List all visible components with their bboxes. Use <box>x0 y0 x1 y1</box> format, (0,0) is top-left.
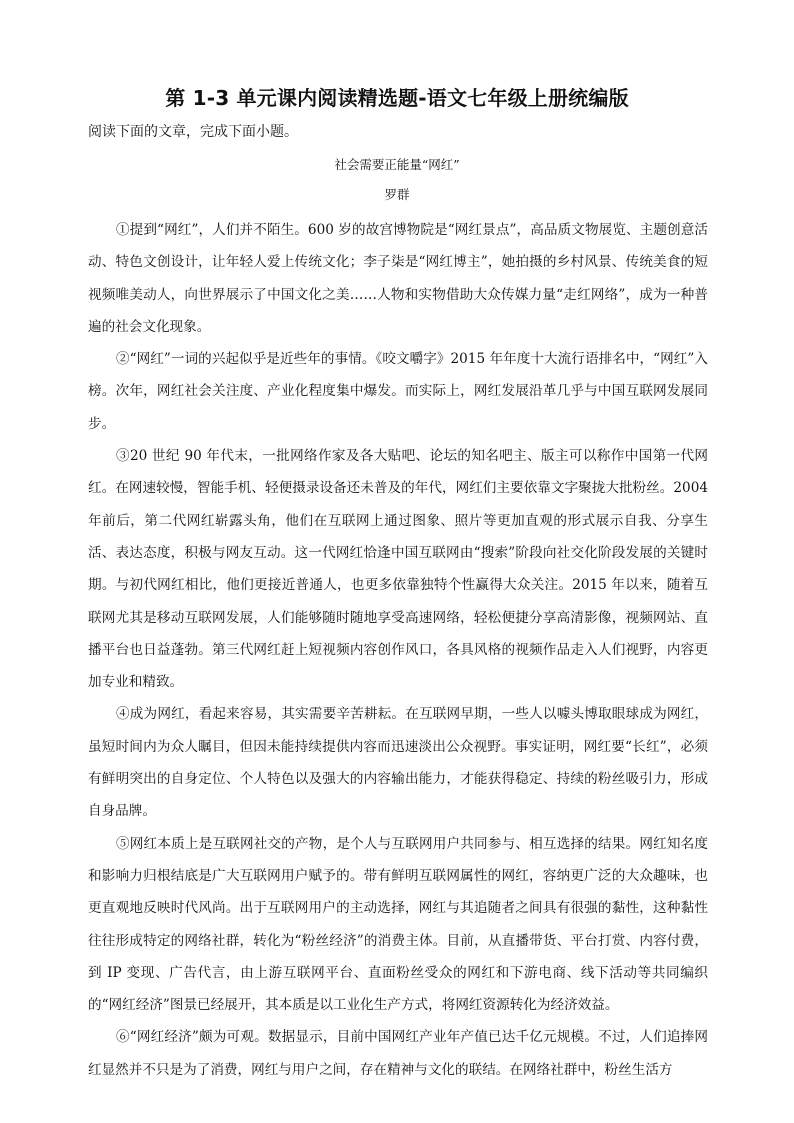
paragraph-2: ②“网红”一词的兴起似乎是近些年的事情。《咬文嚼字》2015 年年度十大流行语排名中，“网红”入榜。次年，网红社会关注度、产业化程度集中爆发。而实际上，网红发展沿革几乎与中国互联网发展同步。 <box>88 351 708 432</box>
paragraph-3: ③20 世纪 90 年代末，一批网络作家及各大贴吧、论坛的知名吧主、版主可以称作中国第一代网红。在网速较慢，智能手机、轻便摄录设备还未普及的年代，网红们主要依靠文字聚拢大批粉丝。2004 年前后，第二代网红崭露头角，他们在互联网上通过图象、照片等更加直观的形式展示自我、分享生活、表达态度，积极与网友互动。这一代网红恰逢中国互联网由“搜索”阶段向社交化阶段发展的关键时期。与初代网红相比，他们更接近普通人，也更多依靠独特个性赢得大众关注。2015 年以来，随着互联网尤其是移动互联网发展，人们能够随时随地享受高速网络，轻松便捷分享高清影像，视频网站、直播平台也日益蓬勃。第三代网红赶上短视频内容创作风口，各具风格的视频作品走入人们视野，内容更加专业和精致。 <box>88 448 708 691</box>
document-title: 第 1-3 单元课内阅读精选题-语文七年级上册统编版 <box>165 86 629 110</box>
paragraph-5: ⑤网红本质上是互联网社交的产物，是个人与互联网用户共同参与、相互选择的结果。网红知名度和影响力归根结底是广大互联网用户赋予的。带有鲜明互联网属性的网红，容纳更广泛的大众趣味，也更直观地反映时代风尚。出于互联网用户的主动选择，网红与其追随者之间具有很强的黏性，这种黏性往往形成特定的网络社群，转化为“粉丝经济”的消费主体。目前，从直播带货、平台打赏、内容付费，到 IP 变现、广告代言，由上游互联网平台、直面粉丝受众的网红和下游电商、线下活动等共同编织的“网红经济”图景已经展开，其本质是以工业化生产方式，将网红资源转化为经济效益。 <box>88 835 708 1014</box>
reading-instruction: 阅读下面的文章，完成下面小题。 <box>88 124 298 140</box>
paragraph-6: ⑥“网红经济”颇为可观。数据显示，目前中国网红产业年产值已达千亿元规模。不过，人们追捧网红显然并不只是为了消费，网红与用户之间，存在精神与文化的联结。在网络社群中，粉丝生活方 <box>88 1029 708 1078</box>
paragraph-1: ①提到“网红”，人们并不陌生。600 岁的故宫博物院是“网红景点”，高品质文物展览、主题创意活动、特色文创设计，让年轻人爱上传统文化；李子柒是“网红博主”，她拍摄的乡村风景、传统美食的短视频唯美动人，向世界展示了中国文化之美……人物和实物借助大众传媒力量“走红网络”，成为一种普遍的社会文化现象。 <box>88 222 708 335</box>
paragraph-4: ④成为网红，看起来容易，其实需要辛苦耕耘。在互联网早期，一些人以噱头博取眼球成为网红，虽短时间内为众人瞩目，但因未能持续提供内容而迅速淡出公众视野。事实证明，网红要“长红”，必须有鲜明突出的自身定位、个人特色以及强大的内容输出能力，才能获得稳定、持续的粉丝吸引力，形成自身品牌。 <box>88 706 708 820</box>
article-body <box>88 214 708 1086</box>
article-author: 罗群 <box>384 187 410 202</box>
article-title: 社会需要正能量“网红” <box>334 157 460 172</box>
